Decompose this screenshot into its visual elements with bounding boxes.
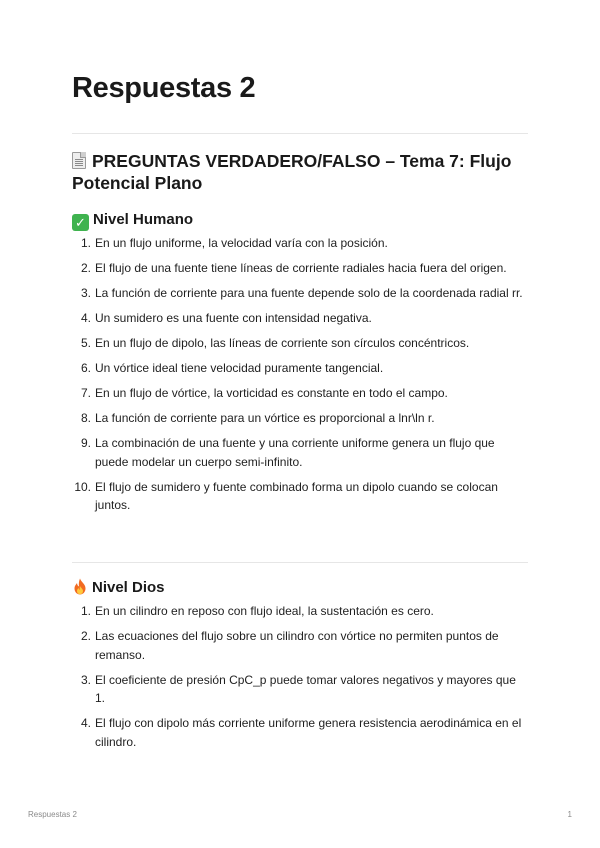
- fire-icon: [72, 578, 88, 595]
- question-list-humano: [72, 234, 528, 521]
- item-number: 5.: [80, 336, 91, 350]
- divider: [72, 133, 528, 134]
- item-number: 8.: [80, 411, 91, 425]
- item-text: El coeficiente de presión CpC_p puede tomar valores negativos y mayores que 1.: [95, 672, 516, 705]
- section-heading: [72, 150, 528, 194]
- item-number: 4.: [80, 716, 91, 730]
- list-item: [72, 602, 528, 621]
- item-text: Un vórtice ideal tiene velocidad puramente tangencial.: [95, 361, 384, 375]
- level-heading-text: Nivel Dios: [92, 579, 165, 596]
- document-title: Respuestas 2: [72, 72, 256, 104]
- item-text: La función de corriente para un vórtice es proporcional a lnr\ln r.: [95, 411, 435, 425]
- footer-page-number: 1: [567, 810, 572, 819]
- list-item: [72, 359, 528, 378]
- item-text: La combinación de una fuente y una corriente uniforme genera un flujo que puede modelar un cuerpo semi-infinito.: [95, 436, 495, 469]
- list-item: [72, 714, 528, 751]
- item-number: 4.: [80, 311, 91, 325]
- item-text: Las ecuaciones del flujo sobre un cilindro con vórtice no permiten puntos de remanso.: [95, 629, 499, 662]
- item-number: 3.: [80, 286, 91, 300]
- check-mark-icon: ✓: [72, 214, 89, 231]
- item-text: La función de corriente para una fuente depende solo de la coordenada radial rr.: [95, 286, 523, 300]
- question-list-dios: [72, 602, 528, 758]
- list-item: [72, 259, 528, 278]
- list-item: [72, 284, 528, 303]
- level-heading-text: Nivel Humano: [93, 211, 194, 228]
- item-text: Un sumidero es una fuente con intensidad negativa.: [95, 311, 372, 325]
- list-item: [72, 671, 528, 708]
- item-number: 7.: [80, 386, 91, 400]
- list-item: [72, 409, 528, 428]
- list-item: [72, 627, 528, 664]
- section-heading-text: PREGUNTAS VERDADERO/FALSO – Tema 7: Flujo Potencial Plano: [72, 151, 512, 193]
- list-item: [72, 334, 528, 353]
- list-item: [72, 384, 528, 403]
- item-number: 1.: [80, 604, 91, 618]
- divider: [72, 562, 528, 563]
- item-number: 10.: [74, 479, 91, 494]
- item-text: En un flujo de vórtice, la vorticidad es constante en todo el campo.: [95, 386, 448, 400]
- item-text: En un flujo de dipolo, las líneas de corriente son círculos concéntricos.: [95, 336, 470, 350]
- item-number: 2.: [80, 261, 91, 275]
- item-number: 6.: [80, 361, 91, 375]
- item-number: 2.: [80, 629, 91, 643]
- item-text: El flujo con dipolo más corriente uniforme genera resistencia aerodinámica en el cilindro.: [95, 716, 522, 749]
- item-number: 9.: [80, 436, 91, 450]
- level-heading-humano: [72, 211, 193, 231]
- item-number: 3.: [80, 672, 91, 687]
- list-item: [72, 478, 528, 515]
- page-facing-up-icon: [72, 152, 86, 169]
- list-item: [72, 309, 528, 328]
- list-item: [72, 234, 528, 253]
- level-heading-dios: [72, 578, 165, 597]
- footer-document-title: Respuestas 2: [28, 810, 77, 819]
- list-item: [72, 434, 528, 471]
- item-number: 1.: [80, 236, 91, 250]
- item-text: En un cilindro en reposo con flujo ideal, la sustentación es cero.: [95, 604, 434, 618]
- item-text: El flujo de una fuente tiene líneas de corriente radiales hacia fuera del origen.: [95, 261, 507, 275]
- item-text: En un flujo uniforme, la velocidad varía con la posición.: [95, 236, 388, 250]
- item-text: El flujo de sumidero y fuente combinado forma un dipolo cuando se colocan juntos.: [95, 479, 498, 512]
